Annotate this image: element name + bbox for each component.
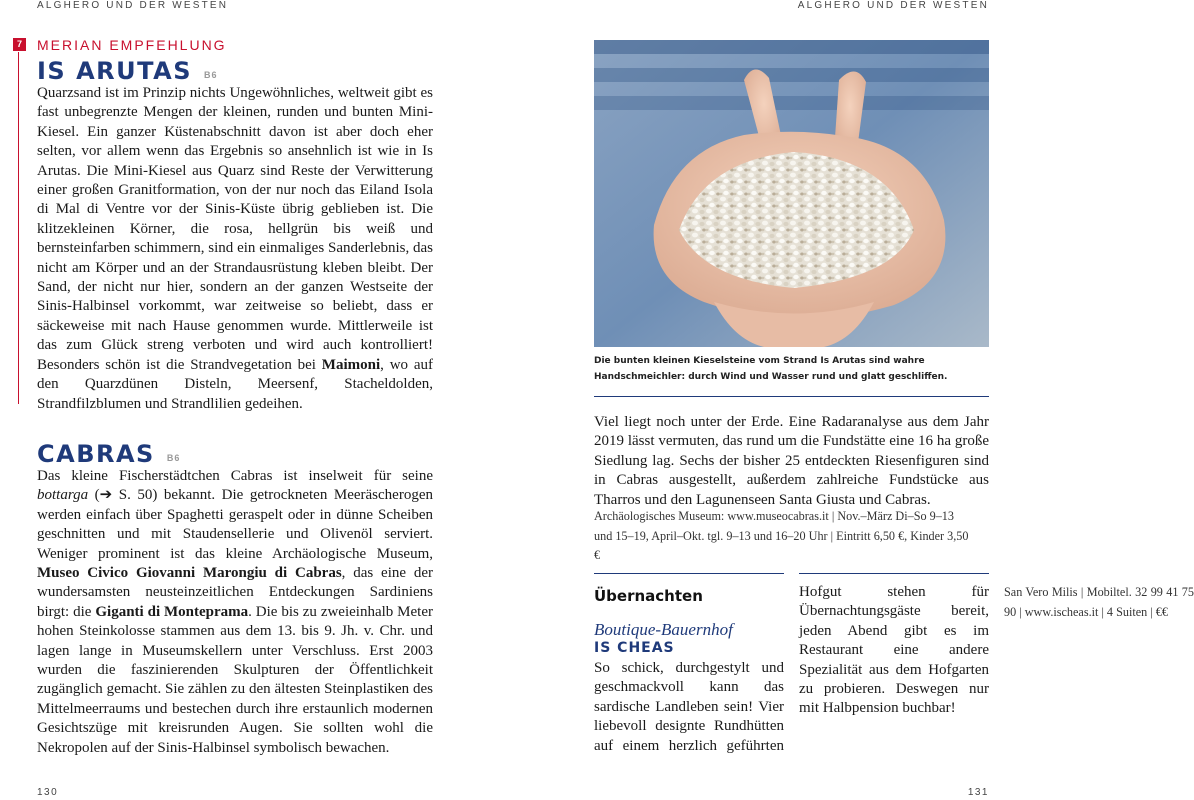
overnight-name: IS CHEAS — [594, 640, 675, 656]
cabras-text-2: (➔ S. 50) bekannt. Die getrockneten Meeräscherogen werden einfach über Spaghetti geraspelt oder in dünne Scheiben geschnitten und mit Staudensellerie und Olivenöl serviert. Weniger prominent ist das kleine Archäologische Museum, — [37, 487, 433, 562]
cabras-body — [37, 467, 433, 758]
is-arutas-text-2: , wo auf den Quarzdünen Disteln, Meersenf, Stacheldolden, Strandfilzblumen und Strandlilien gedeihen. — [37, 356, 433, 412]
cabras-giganti-name: Giganti di Monteprama — [95, 603, 249, 620]
running-header-right: ALGHERO UND DER WESTEN — [797, 0, 989, 11]
is-arutas-grid-ref: B6 — [203, 69, 218, 80]
museum-info: Archäologisches Museum: www.museocabras.it | Nov.–März Di–So 9–13 und 15–19, April–Okt. tgl. 9–13 und 16–20 Uhr | Eintritt 6,50 €, Kinder 3,50 € — [594, 509, 969, 562]
recommendation-margin-line — [18, 52, 19, 404]
caption-divider — [594, 396, 989, 397]
cabras-museum-name: Museo Civico Giovanni Marongiu di Cabras — [37, 565, 342, 582]
overnight-info: San Vero Milis | Mobiltel. 32 99 41 75 90 | www.ischeas.it | 4 Suiten | €€ — [1004, 585, 1194, 619]
page-number-left: 130 — [37, 787, 59, 798]
maimoni-link-text: Maimoni — [321, 356, 381, 373]
cabras-continued-paragraph: Viel liegt noch unter der Erde. Eine Radaranalyse aus dem Jahr 2019 lässt vermuten, das rund um die Fundstätte eine 16 ha große Siedlung lag. Sechs der bisher 25 entdeckten Riesenfiguren sind in Cabras ausgestellt, außerdem zahlreiche Fundstücke aus Tharros und den Lagunenseen Santa Giusta und Cabras. — [594, 414, 989, 508]
cabras-title: CABRAS — [37, 440, 155, 468]
overnight-heading: Übernachten — [594, 587, 703, 605]
overnight-description: So schick, durchgestylt und geschmackvoll kann das sardische Landleben sein! Vier liebevoll designte Rundhütten auf einem herzlich geführten Hofgut stehen für Übernachtungsgäste bereit, jeden Abend gibt es im Restaurant eine andere Spezialität aus dem Hofgarten zu probieren. Deswegen nur mit Halbpension buchbar! — [594, 584, 989, 754]
is-arutas-title: IS ARUTAS — [37, 57, 192, 85]
is-arutas-heading — [37, 57, 437, 85]
pebbles-in-hands-image — [594, 40, 989, 347]
running-header-left: ALGHERO UND DER WESTEN — [37, 0, 229, 11]
overnight-spacer — [594, 583, 784, 659]
recommendation-number-badge: 7 — [13, 38, 26, 51]
photo-caption: Die bunten kleinen Kieselsteine vom Strand Is Arutas sind wahre Handschmeichler: durch Wind und Wasser rund und glatt geschliffen. — [594, 356, 948, 382]
cabras-text-4: . Die bis zu zweieinhalb Meter hohen Steinkolosse stammen aus dem 13. bis 9. Jh. v. Chr. und lagen lange in Museumskellern unter Verschluss. Erst 2003 wurden die faszinierenden Skulpturen der Öffentlichkeit zugänglich gemacht. Sie zählen zu den ältesten Steinplastiken des Mittelmeerraums und bestechen durch ihre erstaunlich modernen Gesichtszüge mit kreisrunden Augen. Sie sollten wohl die Nekropolen auf der Sinis-Halbinsel symbolisch bewachen. — [37, 603, 433, 756]
cabras-bottarga-term: bottarga — [37, 487, 89, 504]
is-arutas-text-1: Quarzsand ist im Prinzip nichts Ungewöhnliches, weltweit gibt es fast unbegrenzte Mengen der kleinen, runden und bunten Mini-Kiesel. Ein ganzer Küstenabschnitt davon ist aber doch eher selten, vor allem wenn das Ergebnis so ansehnlich ist wie in Is Arutas. Die Mini-Kiesel aus Quarz sind Reste der Verwitterung einer großen Granitformation, von der nur noch das Eiland Isola di Mal di Ventre vor der Sinis-Küste übrig geblieben ist. Die klitzekleinen Körner, die rosa, hellgrün bis weiß und bernsteinfarben schimmern, sind ein einmaliges Sanderlebnis, das nicht am Körper und an der Strandausrüstung kleben bleibt. Der Sand, der nicht nur hier, sondern an der ganzen Westseite der Sinis-Halbinsel vorkommt, war zeitweise so beliebt, dass er säckeweise mit nach Hause genommen wurde. Mittlerweile ist das zum Glück streng verboten und wird auch kontrolliert! Besonders schön ist die Strandvegetation bei — [37, 85, 433, 373]
cabras-grid-ref: B6 — [166, 452, 181, 463]
recommendation-label: MERIAN EMPFEHLUNG — [37, 37, 227, 53]
overnight-subtitle: Boutique-Bauernhof — [594, 620, 733, 639]
overnight-divider-left — [594, 573, 784, 574]
cabras-text-1: Das kleine Fischerstädtchen Cabras ist inselweit für seine — [37, 468, 433, 484]
overnight-columns — [594, 583, 1194, 758]
pebbles-photo — [594, 40, 989, 347]
page-number-right: 131 — [967, 787, 989, 798]
cabras-heading — [37, 440, 437, 468]
overnight-divider-right — [799, 573, 989, 574]
cabras-text-3: , das eine der wundersamsten neusteinzeitlichen Entdeckungen Sardiniens birgt: die — [37, 565, 433, 620]
is-arutas-body — [37, 84, 433, 414]
